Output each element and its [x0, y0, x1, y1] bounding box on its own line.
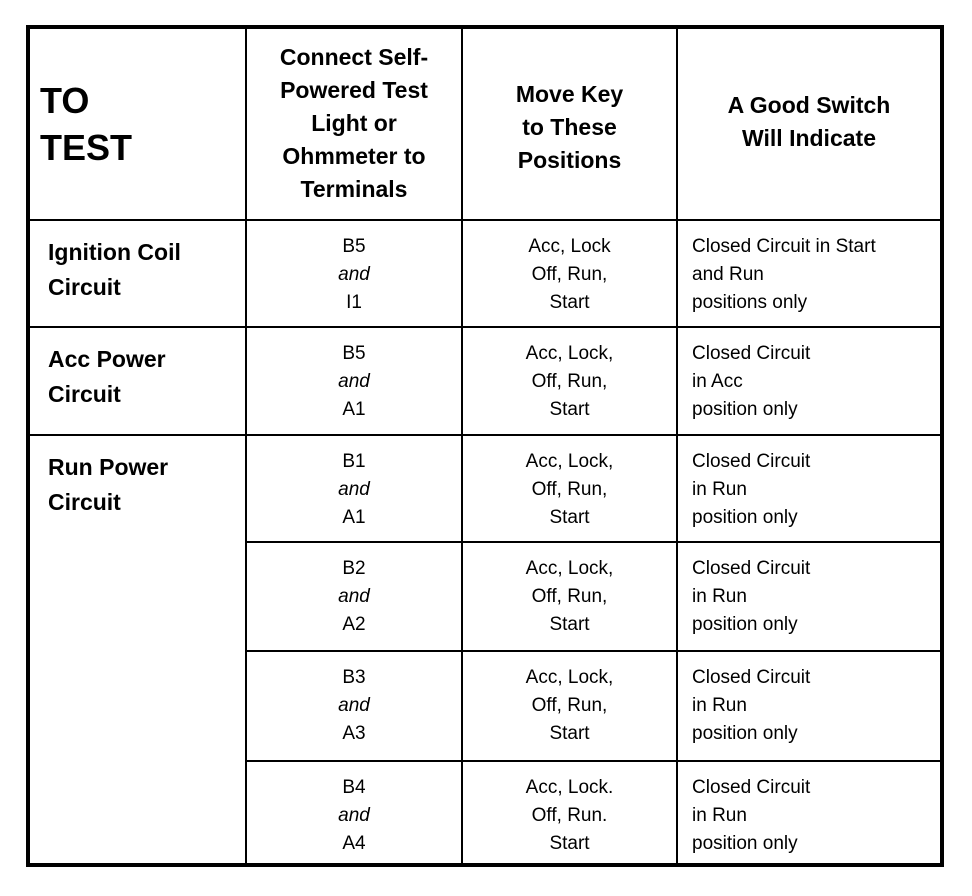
- terminal-from: B4: [342, 777, 366, 799]
- positions-cell: [462, 651, 677, 762]
- header-good-switch-line: Will Indicate: [742, 125, 876, 151]
- positions-line: Off, Run,: [531, 478, 608, 500]
- terminals-cell: [246, 651, 462, 762]
- positions-line: Acc, Lock,: [525, 558, 614, 580]
- header-connect: [246, 27, 462, 220]
- switch-test-table: [26, 25, 944, 867]
- terminals-cell: [246, 220, 462, 328]
- table-row: [28, 327, 942, 435]
- test-label-line: Circuit: [48, 273, 121, 300]
- indicate-line: in Run: [692, 586, 747, 608]
- positions-cell: [462, 435, 677, 543]
- positions-line: Off, Run.: [531, 805, 608, 827]
- test-run-power: [28, 435, 246, 865]
- terminal-and: and: [338, 371, 370, 393]
- header-move-key-line: Positions: [517, 147, 622, 174]
- indicate-line: Closed Circuit: [692, 666, 811, 688]
- table-row: [28, 220, 942, 328]
- indicate-line: and Run: [692, 263, 764, 285]
- header-to-test-line: TEST: [40, 126, 133, 168]
- positions-line: Start: [549, 722, 590, 744]
- test-acc-power: [28, 327, 246, 435]
- test-label-line: Ignition Coil: [48, 238, 181, 265]
- header-connect-line: Light or: [311, 110, 397, 137]
- terminal-and: and: [338, 805, 370, 827]
- indicate-line: Closed Circuit in Start: [692, 235, 876, 257]
- test-ignition-coil: [28, 220, 246, 328]
- indicate-line: position only: [692, 833, 798, 855]
- test-label-line: Acc Power: [48, 346, 166, 373]
- terminal-and: and: [338, 694, 370, 716]
- indicate-line: position only: [692, 399, 798, 421]
- header-move-key-line: Move Key: [515, 81, 624, 108]
- terminal-to: A4: [342, 833, 366, 855]
- terminal-to: A3: [342, 722, 366, 744]
- indicate-line: Closed Circuit: [692, 343, 811, 365]
- indicate-line: positions only: [692, 291, 808, 313]
- positions-line: Off, Run,: [531, 371, 608, 393]
- terminal-and: and: [338, 478, 370, 500]
- positions-line: Off, Run,: [531, 694, 608, 716]
- indicate-line: in Run: [692, 478, 747, 500]
- terminal-from: B5: [342, 343, 366, 365]
- header-connect-line: Ohmmeter to: [282, 143, 426, 170]
- indicate-cell: [677, 435, 942, 543]
- positions-line: Start: [549, 399, 590, 421]
- positions-line: Acc, Lock,: [525, 450, 614, 472]
- positions-line: Acc, Lock,: [525, 666, 614, 688]
- indicate-line: Closed Circuit: [692, 450, 811, 472]
- header-row: [28, 27, 942, 220]
- terminal-from: B3: [342, 666, 366, 688]
- indicate-line: position only: [692, 722, 798, 744]
- positions-line: Off, Run,: [531, 586, 608, 608]
- terminal-from: B5: [342, 235, 366, 257]
- test-label-line: Run Power: [48, 453, 169, 480]
- indicate-cell: [677, 761, 942, 865]
- positions-line: Acc, Lock.: [525, 777, 614, 799]
- header-move-key-line: to These: [522, 114, 617, 141]
- header-to-test: [28, 27, 246, 220]
- positions-cell: [462, 220, 677, 328]
- indicate-line: Closed Circuit: [692, 558, 811, 580]
- indicate-line: in Run: [692, 694, 747, 716]
- terminal-to: A1: [342, 399, 366, 421]
- terminal-and: and: [338, 263, 370, 285]
- positions-line: Start: [549, 614, 590, 636]
- test-label-line: Circuit: [48, 488, 121, 515]
- indicate-cell: [677, 651, 942, 762]
- positions-line: Start: [549, 833, 590, 855]
- header-good-switch: [677, 27, 942, 220]
- positions-line: Acc, Lock: [528, 235, 611, 257]
- positions-line: Acc, Lock,: [525, 343, 614, 365]
- positions-cell: [462, 542, 677, 651]
- indicate-cell: [677, 220, 942, 328]
- terminal-from: B2: [342, 558, 366, 580]
- indicate-line: in Acc: [692, 371, 743, 393]
- header-move-key: [462, 27, 677, 220]
- test-label-line: Circuit: [48, 381, 121, 408]
- indicate-line: in Run: [692, 805, 747, 827]
- positions-cell: [462, 761, 677, 865]
- terminal-to: A1: [342, 506, 366, 528]
- header-good-switch-line: A Good Switch: [727, 92, 891, 118]
- positions-line: Start: [549, 506, 590, 528]
- terminals-cell: [246, 435, 462, 543]
- indicate-line: position only: [692, 506, 798, 528]
- positions-line: Off, Run,: [531, 263, 608, 285]
- indicate-cell: [677, 542, 942, 651]
- indicate-line: position only: [692, 614, 798, 636]
- terminal-to: A2: [342, 614, 366, 636]
- header-connect-line: Terminals: [300, 176, 408, 203]
- header-connect-line: Connect Self-: [279, 44, 429, 71]
- terminals-cell: [246, 761, 462, 865]
- terminals-cell: [246, 542, 462, 651]
- terminal-to: I1: [346, 291, 362, 313]
- table-row: [28, 435, 942, 543]
- header-to-test-line: TO: [40, 79, 90, 121]
- indicate-line: Closed Circuit: [692, 777, 811, 799]
- header-connect-line: Powered Test: [280, 77, 428, 104]
- terminal-and: and: [338, 586, 370, 608]
- indicate-cell: [677, 327, 942, 435]
- terminal-from: B1: [342, 450, 366, 472]
- positions-line: Start: [549, 291, 590, 313]
- terminals-cell: [246, 327, 462, 435]
- positions-cell: [462, 327, 677, 435]
